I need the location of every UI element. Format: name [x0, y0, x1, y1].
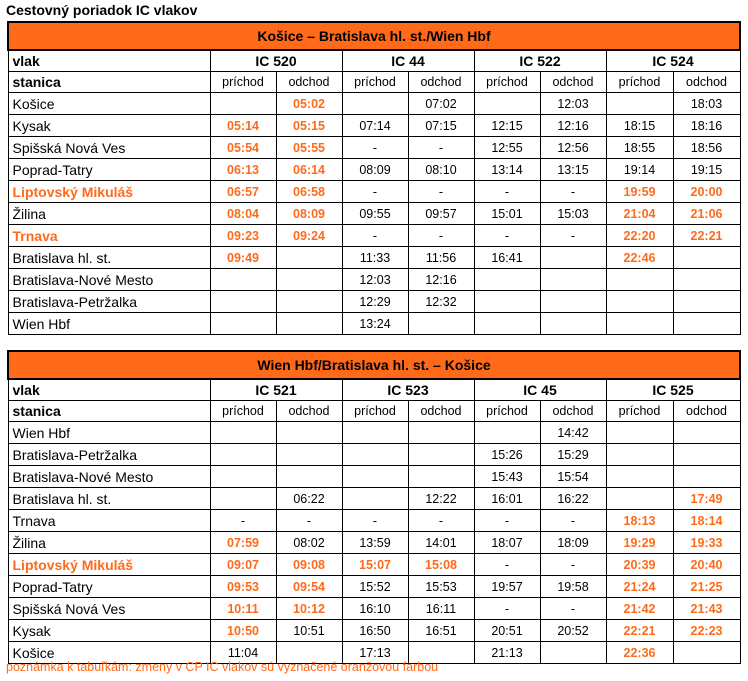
departure-time: 05:02 [276, 93, 342, 115]
departure-time [276, 269, 342, 291]
table-row [8, 225, 740, 247]
departure-time: 08:02 [276, 532, 342, 554]
arrival-time: 22:20 [606, 225, 673, 247]
table-heading: Wien Hbf/Bratislava hl. st. – Košice [8, 351, 740, 379]
train-number: IC 525 [606, 379, 740, 401]
arrival-time [474, 291, 540, 313]
departure-time: 20:40 [673, 554, 740, 576]
table-row [8, 93, 740, 115]
arrival-time: - [474, 510, 540, 532]
arrival-time: - [342, 225, 408, 247]
arrival-time: 08:09 [342, 159, 408, 181]
station-name: Bratislava hl. st. [8, 247, 210, 269]
arrival-time [342, 488, 408, 510]
departure-header: odchod [408, 401, 474, 422]
arrival-time: 15:26 [474, 444, 540, 466]
station-name: Košice [8, 642, 210, 664]
table-row [8, 598, 740, 620]
departure-time: 06:22 [276, 488, 342, 510]
column-header-row [8, 72, 740, 93]
departure-time [276, 444, 342, 466]
arrival-time: 20:39 [606, 554, 673, 576]
timetable-wien-kosice [7, 350, 741, 664]
table-row [8, 466, 740, 488]
train-header-row [8, 50, 740, 72]
departure-time: 19:33 [673, 532, 740, 554]
arrival-time: 13:14 [474, 159, 540, 181]
arrival-header: príchod [342, 72, 408, 93]
station-name: Bratislava-Nové Mesto [8, 269, 210, 291]
table-heading-row [8, 351, 740, 379]
train-number: IC 45 [474, 379, 606, 401]
arrival-time: 16:41 [474, 247, 540, 269]
arrival-time: 21:42 [606, 598, 673, 620]
arrival-time: 16:50 [342, 620, 408, 642]
train-label: vlak [8, 50, 210, 72]
departure-time: 06:58 [276, 181, 342, 203]
arrival-time: - [342, 137, 408, 159]
arrival-time: 05:14 [210, 115, 276, 137]
departure-time: 16:22 [540, 488, 606, 510]
arrival-time: - [342, 181, 408, 203]
arrival-header: príchod [210, 72, 276, 93]
station-name: Trnava [8, 225, 210, 247]
arrival-header: príchod [210, 401, 276, 422]
arrival-time [606, 444, 673, 466]
departure-header: odchod [276, 401, 342, 422]
arrival-time: 07:59 [210, 532, 276, 554]
table-row [8, 444, 740, 466]
departure-time [673, 291, 740, 313]
table-row [8, 620, 740, 642]
arrival-time: 15:43 [474, 466, 540, 488]
arrival-time: 12:03 [342, 269, 408, 291]
departure-time: - [408, 181, 474, 203]
arrival-time: 09:23 [210, 225, 276, 247]
arrival-time: 15:07 [342, 554, 408, 576]
arrival-time [606, 313, 673, 335]
arrival-time [210, 422, 276, 444]
arrival-time [606, 466, 673, 488]
arrival-time: 11:33 [342, 247, 408, 269]
departure-time: 20:00 [673, 181, 740, 203]
departure-time: 07:15 [408, 115, 474, 137]
departure-time: 12:03 [540, 93, 606, 115]
arrival-time: - [342, 510, 408, 532]
station-label: stanica [8, 72, 210, 93]
departure-time: 11:56 [408, 247, 474, 269]
arrival-time [210, 93, 276, 115]
departure-time: 19:15 [673, 159, 740, 181]
arrival-time: 15:52 [342, 576, 408, 598]
station-name: Kysak [8, 620, 210, 642]
departure-time: 12:16 [408, 269, 474, 291]
departure-time: - [540, 510, 606, 532]
arrival-time [606, 291, 673, 313]
arrival-time: 15:01 [474, 203, 540, 225]
station-name: Žilina [8, 532, 210, 554]
departure-time: 13:15 [540, 159, 606, 181]
table-row [8, 159, 740, 181]
station-name: Žilina [8, 203, 210, 225]
train-header-row [8, 379, 740, 401]
station-name: Bratislava-Petržalka [8, 291, 210, 313]
arrival-time: - [474, 225, 540, 247]
train-number: IC 523 [342, 379, 474, 401]
table-row [8, 115, 740, 137]
arrival-time: - [474, 554, 540, 576]
departure-time: - [408, 225, 474, 247]
station-name: Bratislava-Petržalka [8, 444, 210, 466]
departure-time: 12:32 [408, 291, 474, 313]
departure-time: 08:10 [408, 159, 474, 181]
departure-time [276, 313, 342, 335]
arrival-header: príchod [474, 401, 540, 422]
arrival-header: príchod [342, 401, 408, 422]
arrival-time [342, 466, 408, 488]
arrival-time [474, 313, 540, 335]
departure-time: 18:56 [673, 137, 740, 159]
arrival-time [210, 488, 276, 510]
arrival-time: - [474, 181, 540, 203]
arrival-time: 11:04 [210, 642, 276, 664]
arrival-time: 21:04 [606, 203, 673, 225]
arrival-time: 19:59 [606, 181, 673, 203]
arrival-time [210, 313, 276, 335]
arrival-time [342, 93, 408, 115]
departure-time: - [276, 510, 342, 532]
station-name: Spišská Nová Ves [8, 598, 210, 620]
departure-time [673, 313, 740, 335]
departure-time [673, 444, 740, 466]
departure-time: 10:51 [276, 620, 342, 642]
arrival-time [210, 269, 276, 291]
arrival-header: príchod [474, 72, 540, 93]
arrival-time: 06:13 [210, 159, 276, 181]
station-name: Bratislava hl. st. [8, 488, 210, 510]
table-row [8, 313, 740, 335]
departure-time: 21:43 [673, 598, 740, 620]
arrival-time: 22:21 [606, 620, 673, 642]
departure-time [540, 313, 606, 335]
arrival-time: 18:15 [606, 115, 673, 137]
departure-time: 17:49 [673, 488, 740, 510]
arrival-time: 18:07 [474, 532, 540, 554]
arrival-time: 16:10 [342, 598, 408, 620]
departure-time: - [540, 554, 606, 576]
departure-time: 05:55 [276, 137, 342, 159]
departure-time [673, 466, 740, 488]
departure-time: 14:42 [540, 422, 606, 444]
departure-time: 18:14 [673, 510, 740, 532]
train-number: IC 520 [210, 50, 342, 72]
arrival-time: 09:07 [210, 554, 276, 576]
station-name: Liptovský Mikuláš [8, 181, 210, 203]
departure-time: 15:08 [408, 554, 474, 576]
departure-time: 21:06 [673, 203, 740, 225]
station-name: Liptovský Mikuláš [8, 554, 210, 576]
departure-time [408, 466, 474, 488]
arrival-time: - [474, 598, 540, 620]
departure-time: 18:16 [673, 115, 740, 137]
table-row [8, 422, 740, 444]
departure-time: 09:08 [276, 554, 342, 576]
arrival-time: 18:55 [606, 137, 673, 159]
table-row [8, 269, 740, 291]
arrival-time [210, 444, 276, 466]
departure-time [673, 269, 740, 291]
arrival-time [474, 93, 540, 115]
station-label: stanica [8, 401, 210, 422]
departure-time [408, 422, 474, 444]
arrival-time: 22:46 [606, 247, 673, 269]
arrival-time [606, 93, 673, 115]
train-label: vlak [8, 379, 210, 401]
departure-header: odchod [540, 401, 606, 422]
departure-time: 16:11 [408, 598, 474, 620]
departure-time: 12:56 [540, 137, 606, 159]
departure-time: - [540, 225, 606, 247]
departure-time [540, 642, 606, 664]
arrival-time: 12:29 [342, 291, 408, 313]
station-name: Wien Hbf [8, 313, 210, 335]
departure-time: 09:24 [276, 225, 342, 247]
arrival-time: 09:53 [210, 576, 276, 598]
departure-time [276, 466, 342, 488]
arrival-time: 18:13 [606, 510, 673, 532]
departure-time: 18:09 [540, 532, 606, 554]
departure-time: 15:29 [540, 444, 606, 466]
arrival-time: 19:14 [606, 159, 673, 181]
departure-time [276, 422, 342, 444]
column-header-row [8, 401, 740, 422]
station-name: Košice [8, 93, 210, 115]
arrival-time: 21:13 [474, 642, 540, 664]
departure-time: - [408, 510, 474, 532]
departure-time: 19:58 [540, 576, 606, 598]
departure-time [673, 247, 740, 269]
footnote: poznámka k tabuľkám: zmeny v CP IC vlakov sú vyznačené oranžovou farbou [6, 660, 439, 674]
table-row [8, 510, 740, 532]
departure-time: 09:54 [276, 576, 342, 598]
station-name: Bratislava-Nové Mesto [8, 466, 210, 488]
departure-header: odchod [673, 72, 740, 93]
arrival-time: 12:15 [474, 115, 540, 137]
departure-time [540, 291, 606, 313]
arrival-time: 13:24 [342, 313, 408, 335]
arrival-time: 22:36 [606, 642, 673, 664]
table-heading-row [8, 22, 740, 50]
departure-time: - [540, 181, 606, 203]
table-row [8, 247, 740, 269]
train-number: IC 44 [342, 50, 474, 72]
arrival-time: 09:49 [210, 247, 276, 269]
station-name: Poprad-Tatry [8, 576, 210, 598]
train-number: IC 524 [606, 50, 740, 72]
table-row [8, 576, 740, 598]
arrival-time: - [210, 510, 276, 532]
departure-time: 22:23 [673, 620, 740, 642]
departure-time: 15:54 [540, 466, 606, 488]
departure-time: 10:12 [276, 598, 342, 620]
departure-time: 07:02 [408, 93, 474, 115]
page-title: Cestovný poriadok IC vlakov [6, 2, 198, 18]
arrival-time [474, 269, 540, 291]
arrival-header: príchod [606, 72, 673, 93]
arrival-time: 17:13 [342, 642, 408, 664]
departure-time [276, 247, 342, 269]
arrival-header: príchod [606, 401, 673, 422]
departure-time: - [408, 137, 474, 159]
arrival-time [342, 444, 408, 466]
departure-time: 12:22 [408, 488, 474, 510]
departure-time [540, 269, 606, 291]
arrival-time: 20:51 [474, 620, 540, 642]
arrival-time: 19:57 [474, 576, 540, 598]
departure-header: odchod [673, 401, 740, 422]
departure-header: odchod [540, 72, 606, 93]
departure-time: 16:51 [408, 620, 474, 642]
departure-time: 20:52 [540, 620, 606, 642]
arrival-time: 13:59 [342, 532, 408, 554]
departure-header: odchod [276, 72, 342, 93]
train-number: IC 521 [210, 379, 342, 401]
arrival-time [210, 291, 276, 313]
departure-time [673, 642, 740, 664]
arrival-time: 16:01 [474, 488, 540, 510]
departure-time: 15:03 [540, 203, 606, 225]
station-name: Trnava [8, 510, 210, 532]
departure-time [408, 444, 474, 466]
station-name: Wien Hbf [8, 422, 210, 444]
arrival-time: 10:11 [210, 598, 276, 620]
departure-time [276, 291, 342, 313]
arrival-time: 10:50 [210, 620, 276, 642]
departure-time: 18:03 [673, 93, 740, 115]
departure-time [540, 247, 606, 269]
arrival-time [342, 422, 408, 444]
table-row [8, 532, 740, 554]
station-name: Kysak [8, 115, 210, 137]
arrival-time: 19:29 [606, 532, 673, 554]
arrival-time [210, 466, 276, 488]
arrival-time: 06:57 [210, 181, 276, 203]
departure-time: 06:14 [276, 159, 342, 181]
arrival-time: 12:55 [474, 137, 540, 159]
table-heading: Košice – Bratislava hl. st./Wien Hbf [8, 22, 740, 50]
departure-time: 09:57 [408, 203, 474, 225]
arrival-time: 05:54 [210, 137, 276, 159]
departure-time [408, 313, 474, 335]
arrival-time: 07:14 [342, 115, 408, 137]
table-row [8, 554, 740, 576]
table-row [8, 181, 740, 203]
table-row [8, 488, 740, 510]
departure-time: - [540, 598, 606, 620]
departure-time: 08:09 [276, 203, 342, 225]
departure-time [673, 422, 740, 444]
arrival-time [474, 422, 540, 444]
station-name: Spišská Nová Ves [8, 137, 210, 159]
train-number: IC 522 [474, 50, 606, 72]
station-name: Poprad-Tatry [8, 159, 210, 181]
departure-header: odchod [408, 72, 474, 93]
departure-time: 15:53 [408, 576, 474, 598]
table-row [8, 291, 740, 313]
arrival-time: 08:04 [210, 203, 276, 225]
timetable-kosice-bratislava [7, 21, 741, 335]
arrival-time [606, 422, 673, 444]
arrival-time: 09:55 [342, 203, 408, 225]
departure-time: 12:16 [540, 115, 606, 137]
arrival-time [606, 488, 673, 510]
departure-time: 14:01 [408, 532, 474, 554]
departure-time: 05:15 [276, 115, 342, 137]
arrival-time [606, 269, 673, 291]
departure-time: 22:21 [673, 225, 740, 247]
table-row [8, 137, 740, 159]
departure-time: 21:25 [673, 576, 740, 598]
table-row [8, 203, 740, 225]
arrival-time: 21:24 [606, 576, 673, 598]
